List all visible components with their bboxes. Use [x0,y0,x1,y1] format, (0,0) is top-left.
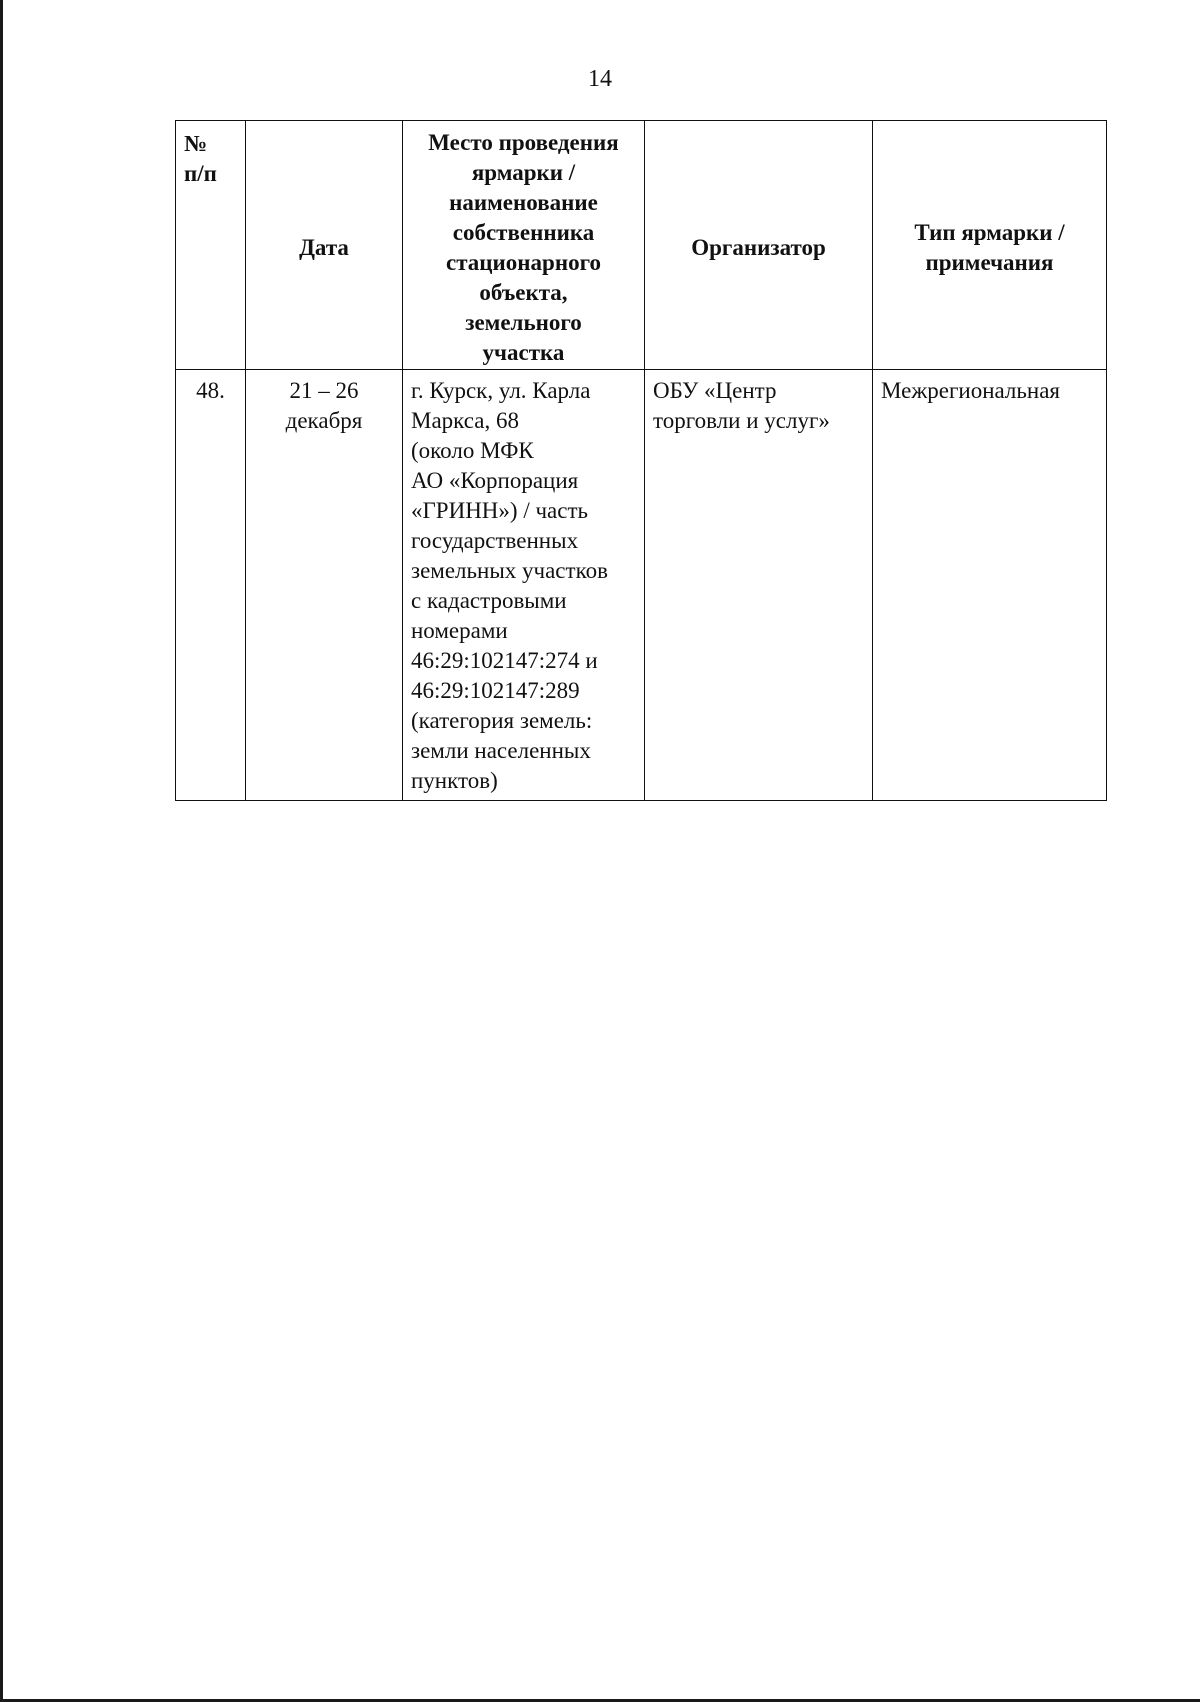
table-row [176,370,1107,801]
cell-type: Межрегиональная [873,370,1107,801]
table-header-row [176,121,1107,370]
header-place-line: объекта, [479,280,568,305]
cell-place-line: (категория земель: [411,708,593,733]
header-place-line: участка [482,340,565,365]
cell-num: 48. [176,370,246,801]
cell-place-line: «ГРИНН») / часть [411,498,588,523]
cell-place-line: 46:29:102147:289 [411,678,580,703]
cell-place-line: Маркса, 68 [411,408,519,433]
cell-date [246,370,403,801]
cell-place-line: земельных участков [411,558,608,583]
header-place-line: Место проведения [428,130,619,155]
cell-place-line: АО «Корпорация [411,468,579,493]
header-num-line: п/п [184,161,217,186]
header-organizer: Организатор [645,121,873,370]
header-type-line: Тип ярмарки / [914,220,1065,245]
cell-place-line: номерами [411,618,508,643]
cell-place-line: земли населенных [411,738,591,763]
cell-place-line: 46:29:102147:274 и [411,648,598,673]
cell-organizer-line: торговли и услуг» [653,408,830,433]
header-num-line: № [184,131,208,156]
cell-date-line: декабря [285,408,363,433]
header-type [873,121,1107,370]
header-place [403,121,645,370]
cell-organizer [645,370,873,801]
header-num [176,121,246,370]
fairs-table [175,120,1107,801]
cell-place-line: г. Курск, ул. Карла [411,378,591,403]
cell-place-line: с кадастровыми [411,588,567,613]
page-number: 14 [588,66,612,92]
scan-edge-left [0,0,3,1702]
header-place-line: ярмарки / [471,160,576,185]
cell-place-line: (около МФК [411,438,534,463]
cell-place [403,370,645,801]
header-place-line: земельного [465,310,582,335]
header-place-line: стационарного [446,250,601,275]
cell-organizer-line: ОБУ «Центр [653,378,777,403]
header-place-line: наименование [449,190,598,215]
cell-date-line: 21 – 26 [289,378,359,403]
header-date: Дата [246,121,403,370]
cell-place-line: пунктов) [411,768,498,793]
header-type-line: примечания [925,250,1054,275]
header-place-line: собственника [452,220,595,245]
cell-place-line: государственных [411,528,579,553]
